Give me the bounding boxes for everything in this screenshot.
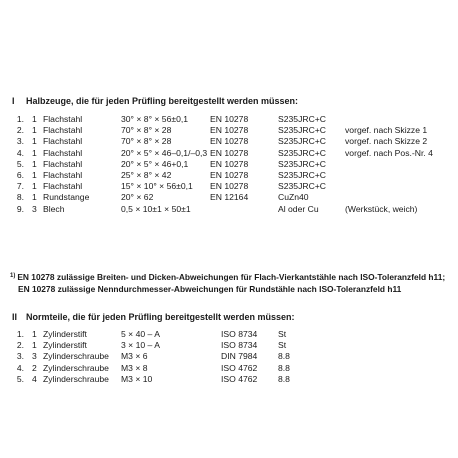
cell-mat: 8.8 — [278, 362, 290, 373]
cell-dim: 20° × 62 — [121, 192, 154, 203]
table-row — [0, 351, 458, 362]
table-row — [0, 148, 458, 159]
table-row — [0, 329, 458, 340]
section-2-heading: Normteile, die für jeden Prüfling bereitgestellt werden müssen: — [26, 312, 295, 322]
cell-qty: 1 — [32, 329, 37, 339]
table-row — [0, 125, 458, 136]
cell-num: 9. — [16, 203, 24, 214]
cell-norm: DIN 7984 — [221, 351, 258, 362]
cell-num: 7. — [16, 181, 24, 192]
cell-qty: 1 — [32, 340, 37, 351]
cell-num: 1. — [16, 114, 24, 124]
footnote-marker: 1) — [10, 273, 16, 279]
cell-norm: EN 10278 — [210, 169, 249, 180]
cell-qty: 1 — [32, 158, 37, 169]
cell-dim: 30° × 8° × 56±0,1 — [121, 114, 189, 124]
cell-dim: 25° × 8° × 42 — [121, 169, 172, 180]
cell-dim: 5 × 40 – A — [121, 329, 160, 339]
cell-norm: ISO 8734 — [221, 329, 258, 339]
cell-num: 5. — [16, 158, 24, 169]
cell-num: 1. — [16, 329, 24, 339]
cell-note: vorgef. nach Pos.-Nr. 4 — [345, 147, 433, 158]
cell-norm: ISO 8734 — [221, 340, 258, 351]
cell-norm: EN 10278 — [210, 136, 249, 147]
table-row — [0, 340, 458, 351]
cell-qty: 1 — [32, 169, 37, 180]
section-2-title — [12, 312, 295, 322]
section-1-roman: I — [12, 96, 15, 106]
cell-num: 2. — [16, 125, 24, 136]
table-row — [0, 192, 458, 203]
cell-dim: M3 × 8 — [121, 362, 148, 373]
cell-qty: 2 — [32, 362, 37, 373]
cell-note: (Werkstück, weich) — [345, 203, 418, 214]
cell-mat: CuZn40 — [278, 192, 309, 203]
cell-norm: EN 10278 — [210, 147, 249, 158]
section-1-heading: Halbzeuge, die für jeden Prüfling bereitgestellt werden müssen: — [26, 96, 299, 106]
cell-note: vorgef. nach Skizze 1 — [345, 125, 428, 136]
cell-mat: Al oder Cu — [278, 203, 319, 214]
table-row — [0, 136, 458, 147]
cell-name: Flachstahl — [43, 169, 83, 180]
cell-mat: S235JRC+C — [278, 125, 327, 136]
cell-mat: 8.8 — [278, 351, 290, 362]
cell-name: Flachstahl — [43, 158, 83, 169]
section-1-title — [12, 96, 298, 106]
cell-mat: S235JRC+C — [278, 147, 327, 158]
cell-qty: 1 — [32, 147, 37, 158]
cell-dim: 70° × 8° × 28 — [121, 136, 172, 147]
cell-num: 4. — [16, 147, 24, 158]
cell-mat: S235JRC+C — [278, 136, 327, 147]
cell-qty: 4 — [32, 373, 37, 384]
cell-norm: EN 10278 — [210, 158, 249, 169]
cell-name: Flachstahl — [43, 114, 83, 124]
semi-finished-table — [0, 114, 458, 215]
cell-mat: 8.8 — [278, 373, 290, 384]
cell-dim: 70° × 8° × 28 — [121, 125, 172, 136]
cell-num: 5. — [16, 373, 24, 384]
table-row — [0, 204, 458, 215]
footnote-line-1: EN 10278 zulässige Breiten- und Dicken-Abweichungen für Flach-Vierkantstähle nach ISO-Toleranzfeld h11; — [17, 272, 446, 282]
footnote-line-2: EN 10278 zulässige Nenndurchmesser-Abweichungen für Rundstähle nach ISO-Toleranzfeld h11 — [18, 283, 402, 294]
cell-num: 8. — [16, 192, 24, 203]
cell-mat: St — [278, 329, 287, 339]
table-row — [0, 170, 458, 181]
cell-mat: S235JRC+C — [278, 169, 327, 180]
cell-qty: 1 — [32, 181, 37, 192]
cell-norm: EN 10278 — [210, 125, 249, 136]
cell-num: 2. — [16, 340, 24, 351]
cell-num: 6. — [16, 169, 24, 180]
cell-name: Flachstahl — [43, 136, 83, 147]
footnote — [10, 271, 445, 295]
table-row — [0, 374, 458, 385]
table-row — [0, 114, 458, 125]
cell-qty: 1 — [32, 114, 37, 124]
cell-dim: 3 × 10 – A — [121, 340, 160, 351]
cell-dim: 20° × 5° × 46–0,1/–0,3 — [121, 147, 208, 158]
cell-mat: St — [278, 340, 287, 351]
cell-num: 3. — [16, 136, 24, 147]
cell-num: 4. — [16, 362, 24, 373]
cell-name: Flachstahl — [43, 125, 83, 136]
cell-mat: S235JRC+C — [278, 158, 327, 169]
table-row — [0, 181, 458, 192]
cell-qty: 3 — [32, 351, 37, 362]
cell-norm: EN 12164 — [210, 192, 249, 203]
cell-qty: 3 — [32, 203, 37, 214]
standard-parts-table — [0, 329, 458, 385]
table-row — [0, 363, 458, 374]
cell-name: Flachstahl — [43, 181, 83, 192]
cell-dim: M3 × 10 — [121, 373, 153, 384]
cell-name: Rundstange — [43, 192, 90, 203]
cell-norm: EN 10278 — [210, 181, 249, 192]
cell-num: 3. — [16, 351, 24, 362]
cell-qty: 1 — [32, 136, 37, 147]
section-2-roman: II — [12, 312, 18, 322]
cell-name: Zylinderstift — [43, 329, 87, 339]
cell-dim: 0,5 × 10±1 × 50±1 — [121, 203, 191, 214]
table-row — [0, 159, 458, 170]
cell-name: Blech — [43, 203, 65, 214]
cell-norm: EN 10278 — [210, 114, 249, 124]
cell-name: Zylinderschraube — [43, 351, 109, 362]
cell-mat: S235JRC+C — [278, 114, 327, 124]
cell-qty: 1 — [32, 192, 37, 203]
cell-norm: ISO 4762 — [221, 362, 258, 373]
cell-norm: ISO 4762 — [221, 373, 258, 384]
cell-name: Zylinderschraube — [43, 362, 109, 373]
cell-dim: 15° × 10° × 56±0,1 — [121, 181, 193, 192]
cell-name: Zylinderschraube — [43, 373, 109, 384]
cell-qty: 1 — [32, 125, 37, 136]
cell-mat: S235JRC+C — [278, 181, 327, 192]
cell-dim: 20° × 5° × 46+0,1 — [121, 158, 189, 169]
cell-dim: M3 × 6 — [121, 351, 148, 362]
cell-name: Flachstahl — [43, 147, 83, 158]
cell-name: Zylinderstift — [43, 340, 87, 351]
cell-note: vorgef. nach Skizze 2 — [345, 136, 428, 147]
